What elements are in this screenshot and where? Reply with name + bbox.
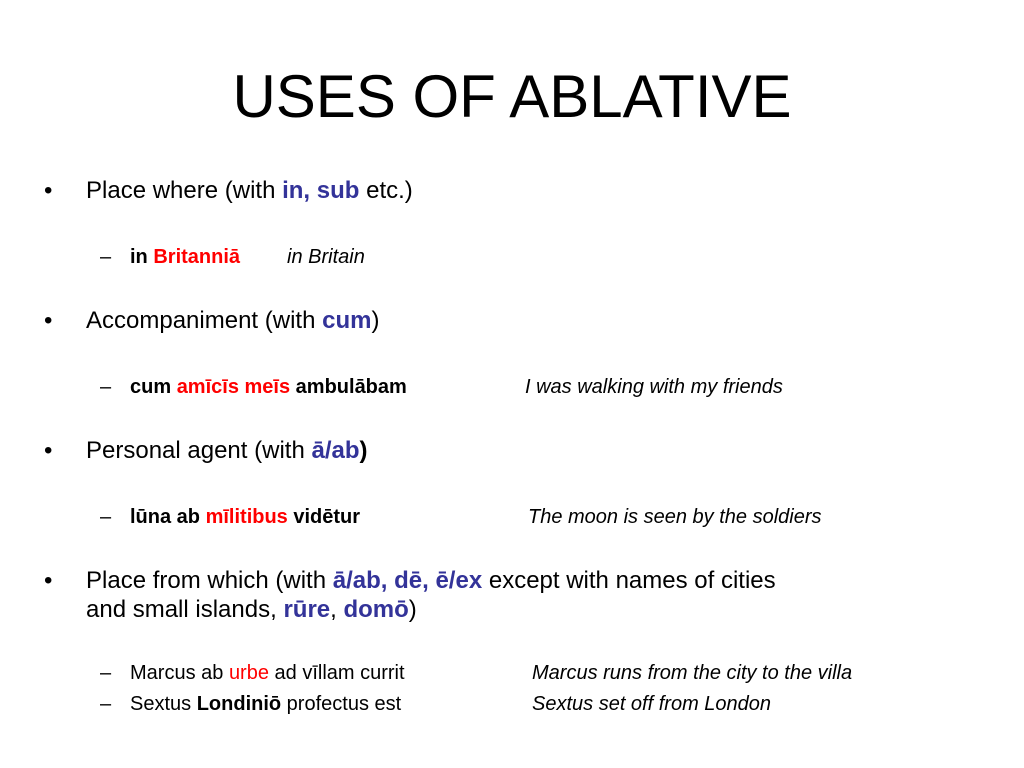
bullet-marker: • <box>44 567 53 594</box>
keyword: in, sub <box>282 177 360 204</box>
dash-marker: – <box>100 376 112 398</box>
text: Place where (with <box>86 177 283 204</box>
text: Place from which (with <box>86 567 333 594</box>
latin-word: lūna ab <box>130 506 206 528</box>
latin-word: ad vīllam currit <box>268 662 405 684</box>
translation: Marcus runs from the city to the villa <box>532 662 853 684</box>
bullet-text <box>86 566 776 596</box>
dash-marker: – <box>100 693 112 715</box>
text: ) <box>408 596 417 623</box>
latin-example <box>130 691 401 717</box>
bullet-marker: • <box>44 437 53 464</box>
text: , <box>330 596 344 623</box>
text: Personal agent (with <box>86 437 312 464</box>
latin-word: Marcus ab <box>130 662 229 684</box>
translation: The moon is seen by the soldiers <box>528 506 822 528</box>
keyword: cum <box>322 307 372 334</box>
latin-word: ambulābam <box>290 376 407 398</box>
latin-word: profectus est <box>281 693 402 715</box>
translation: I was walking with my friends <box>525 376 783 398</box>
slide-title: USES OF ABLATIVE <box>232 63 792 130</box>
dash-marker: – <box>100 662 112 684</box>
translation: in Britain <box>287 246 365 268</box>
translation: Sextus set off from London <box>532 693 772 715</box>
ablative-word: Britanniā <box>153 246 241 268</box>
latin-word: Sextus <box>130 693 197 715</box>
dash-marker: – <box>100 246 112 268</box>
bullet-text <box>86 176 413 206</box>
dash-marker: – <box>100 506 112 528</box>
ablative-word: amīcīs meīs <box>176 376 291 398</box>
latin-example <box>130 374 407 400</box>
keyword: rūre <box>283 596 331 623</box>
bullet-text <box>86 306 379 336</box>
bullet-marker: • <box>44 177 53 204</box>
bullet-text <box>86 595 417 625</box>
text: ) <box>371 307 380 334</box>
keyword: domō <box>343 596 409 623</box>
bullet-text <box>86 436 368 466</box>
text: Accompaniment (with <box>86 307 323 334</box>
ablative-word: mīlitibus <box>205 506 288 528</box>
latin-example <box>130 244 240 270</box>
latin-word: cum <box>130 376 177 398</box>
ablative-word: urbe <box>228 662 269 684</box>
latin-word: vidētur <box>287 506 361 528</box>
text: ) <box>359 437 368 464</box>
bullet-marker: • <box>44 307 53 334</box>
keyword: ā/ab, dē, ē/ex <box>332 567 483 594</box>
ablative-word: Londiniō <box>196 693 282 715</box>
latin-example <box>130 660 405 686</box>
text: and small islands, <box>86 596 284 623</box>
latin-example <box>130 504 360 530</box>
keyword: ā/ab <box>311 437 360 464</box>
text: except with names of cities <box>482 567 776 594</box>
text: etc.) <box>359 177 413 204</box>
latin-word: in <box>130 246 154 268</box>
